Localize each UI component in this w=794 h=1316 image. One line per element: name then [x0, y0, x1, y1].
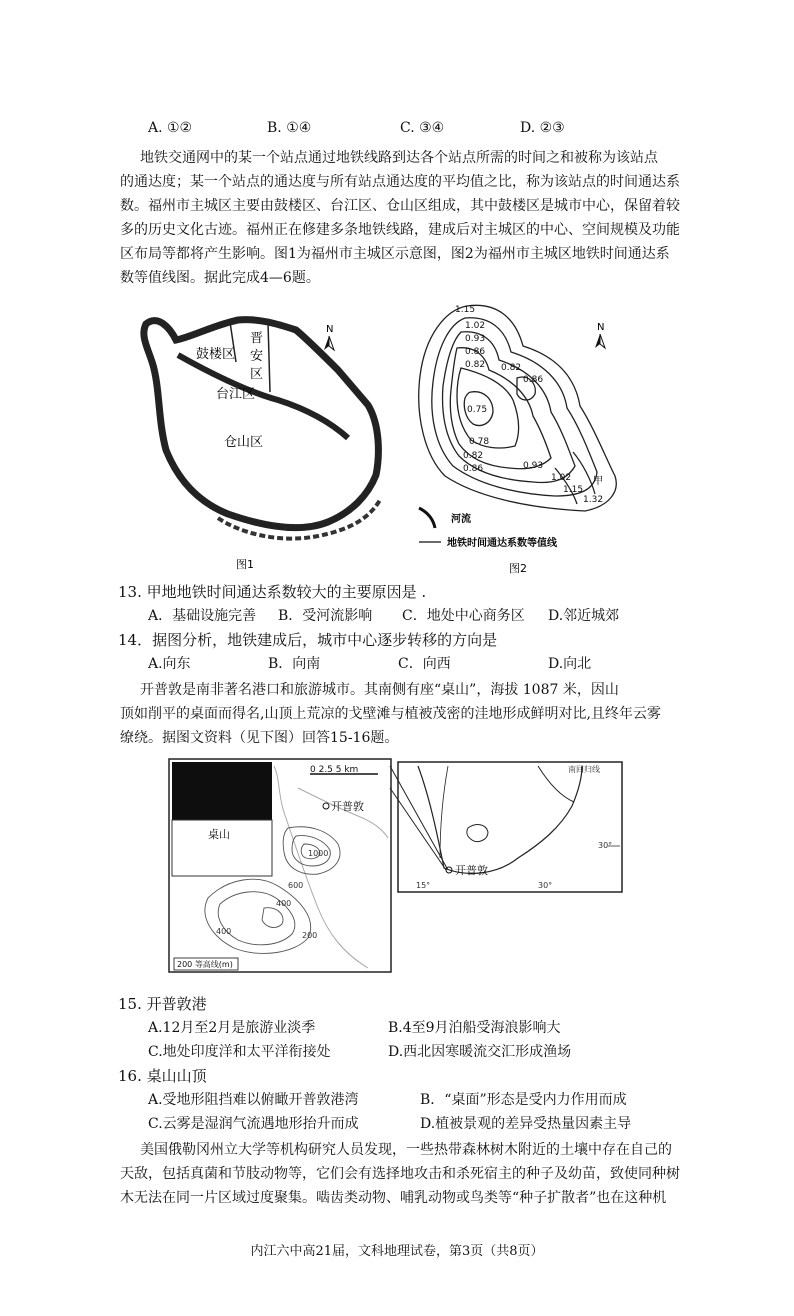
tropic-label: 南回归线: [568, 765, 600, 774]
passage1-line: 的通达度；某一个站点的通达度与所有站点通达度的平均值之比，称为该站点的时间通达系: [120, 174, 680, 190]
q13-option-a: A．基础设施完善: [148, 608, 257, 624]
q14-option-b: B．向南: [268, 656, 321, 672]
district-jinan-3: 区: [250, 367, 264, 382]
contour-label: 0.86: [465, 347, 486, 357]
contour-label: 400: [216, 927, 232, 936]
q15-option-a: A.12月至2月是旅游业淡季: [148, 1020, 316, 1036]
question-15-stem: 15. 开普敦港: [118, 995, 207, 1013]
svg-text:N: N: [597, 322, 605, 333]
q14-option-c: C．向西: [398, 656, 451, 672]
city-label: 开普敦: [331, 800, 364, 813]
top-option-b: B. ①④: [267, 120, 312, 136]
passage2-line: 顶如削平的桌面而得名,山顶上荒凉的戈壁滩与植被茂密的洼地形成鲜明对比,且终年云雾: [120, 706, 661, 722]
mountain-label: 桌山: [208, 828, 230, 841]
passage1-line: 多的历史文化古迹。福州正在修建多条地铁线路，建成后对主城区的中心、空间规模及功能: [120, 222, 680, 238]
q13-option-c: C．地处中心商务区: [402, 608, 525, 624]
top-option-a: A. ①②: [148, 120, 193, 136]
passage1-line: 地铁交通网中的某一个站点通过地铁线路到达各个站点所需的时间之和被称为该站点: [140, 150, 658, 166]
contour-label: 1.32: [583, 495, 604, 505]
top-option-d: D. ②③: [520, 120, 565, 136]
q15-option-b: B.4至9月泊船受海浪影响大: [388, 1020, 561, 1036]
q16-option-b: B．“桌面”形态是受内力作用而成: [420, 1092, 627, 1108]
contour-label: 0.82: [501, 363, 522, 373]
district-jinan-2: 安: [250, 349, 264, 364]
legend-contour-line: 地铁时间通达系数等值线: [447, 538, 557, 549]
passage1-line: 区布局等都将产生影响。图1为福州市主城区示意图，图2为福州市主城区地铁时间通达系: [120, 246, 670, 262]
question-16-stem: 16. 桌山山顶: [118, 1067, 207, 1085]
contour-label: 400: [276, 899, 292, 908]
question-14-stem: 14．据图分析，地铁建成后，城市中心逐步转移的方向是: [118, 631, 498, 649]
contour-label: 1.15: [563, 485, 584, 495]
contour-label: 200: [302, 931, 318, 940]
q14-option-a: A.向东: [148, 656, 191, 672]
figure-1-caption: 图1: [236, 558, 254, 571]
passage2-line: 开普敦是南非著名港口和旅游城市。其南侧有座“桌山”，海拔 1087 米，因山: [140, 682, 619, 698]
inset-city-label: 开普敦: [455, 864, 488, 877]
contour-legend: 200 等高线(m): [177, 960, 233, 969]
q14-option-d: D.向北: [548, 656, 592, 672]
contour-label: 1.02: [551, 473, 572, 483]
district-taijiang: 台江区: [216, 387, 256, 402]
figure-1-district-map: [118, 300, 398, 580]
q15-option-d: D.西北因寒暖流交汇形成渔场: [388, 1044, 572, 1060]
passage1-line: 数等值线图。据此完成4—6题。: [120, 270, 320, 286]
page-footer: 内江六中高21届，文科地理试卷，第3页（共8页）: [250, 1244, 544, 1259]
figure-2-caption: 图2: [509, 562, 527, 575]
q15-option-c: C.地处印度洋和太平洋衔接处: [148, 1044, 331, 1060]
contour-label: 1.15: [455, 305, 476, 315]
contour-label: 0.86: [463, 464, 484, 474]
north-arrow-icon: [324, 324, 334, 350]
passage2-line: 缭绕。据图文资料（见下图）回答15-16题。: [120, 730, 399, 746]
q16-option-c: C.云雾是湿润气流遇地形抬升而成: [148, 1116, 359, 1132]
scale-label: 0 2.5 5 km: [310, 765, 359, 775]
q13-option-d: D.邻近城郊: [548, 608, 620, 624]
contour-label: 0.78: [469, 437, 490, 447]
river-legend-icon: [419, 508, 435, 528]
q16-option-d: D.植被景观的差异受热量因素主导: [420, 1116, 632, 1132]
legend-river: 河流: [451, 514, 471, 525]
figure-3-capetown-maps: [168, 758, 624, 974]
longitude-label: 30°: [538, 881, 553, 890]
contour-label: 0.86: [523, 375, 544, 385]
question-13-stem: 13. 甲地地铁时间通达系数较大的主要原因是 .: [118, 583, 427, 601]
contour-label: 0.93: [465, 334, 486, 344]
district-jinan-1: 晋: [250, 331, 264, 346]
q13-option-b: B．受河流影响: [278, 608, 373, 624]
passage3-line: 美国俄勒冈州立大学等机构研究人员发现，一些热带森林树木附近的土壤中存在自己的: [140, 1142, 672, 1158]
top-option-c: C. ③④: [400, 120, 445, 136]
figure-2-contour-map: [405, 296, 635, 584]
contour-label: 600: [288, 881, 304, 890]
district-gulou: 鼓楼区: [196, 347, 236, 362]
longitude-label: 15°: [416, 881, 431, 890]
contour-label: 1.02: [465, 321, 486, 331]
contour-label: 0.93: [523, 461, 544, 471]
passage3-line: 天敌，包括真菌和节肢动物等，它们会有选择地攻击和杀死宿主的种子及幼苗，致使同种树: [120, 1166, 680, 1182]
svg-text:N: N: [326, 324, 334, 335]
contour-label: 0.75: [467, 405, 488, 415]
passage3-line: 木无法在同一片区域过度聚集。啮齿类动物、哺乳动物或鸟类等“种子扩散者”也在这种机: [120, 1190, 667, 1206]
sea-area: [172, 762, 272, 820]
latitude-label: 30°: [598, 841, 613, 850]
contour-label: 0.82: [465, 360, 486, 370]
district-cangshan: 仓山区: [224, 435, 264, 450]
contour-label: 1000: [308, 849, 329, 858]
passage1-line: 数。福州市主城区主要由鼓楼区、台江区、仓山区组成，其中鼓楼区是城市中心，保留着较: [120, 198, 680, 214]
capetown-marker-icon: [323, 803, 329, 809]
contour-label: 0.82: [463, 451, 484, 461]
north-arrow-icon: [595, 322, 605, 348]
point-jia: 甲: [593, 476, 603, 487]
q16-option-a: A.受地形阻挡难以俯瞰开普敦港湾: [148, 1092, 359, 1108]
